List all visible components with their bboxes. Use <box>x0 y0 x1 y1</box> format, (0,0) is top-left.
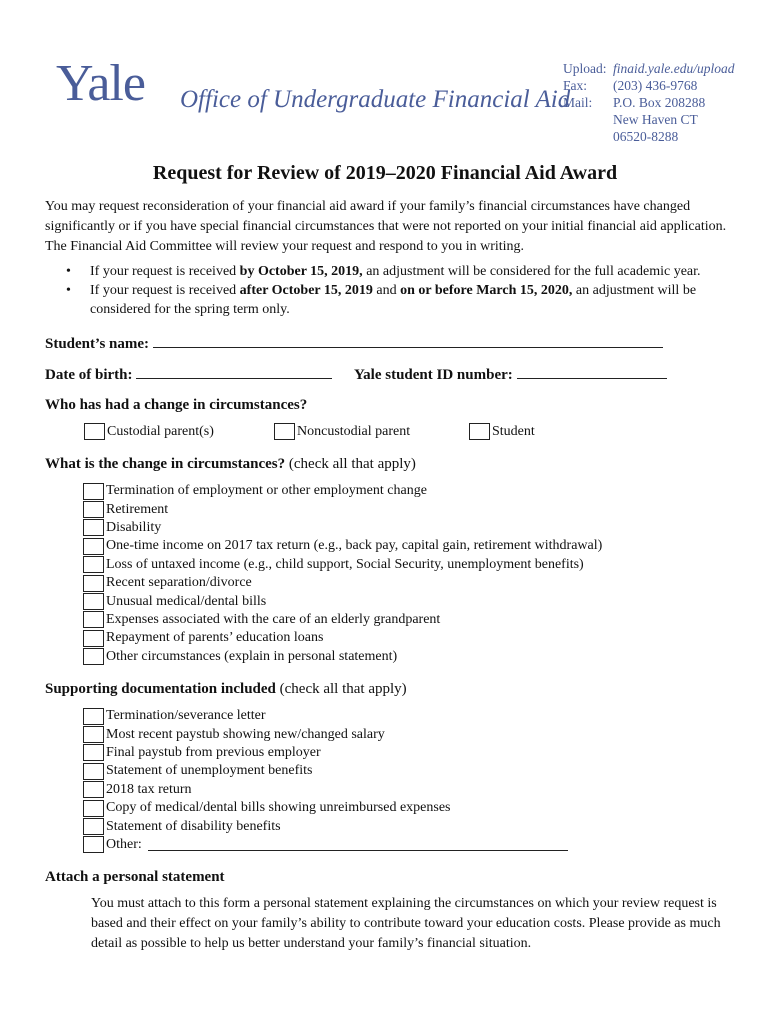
student-name-row <box>45 333 663 353</box>
change-option[interactable] <box>83 574 602 592</box>
attach-heading: Attach a personal statement <box>45 869 225 885</box>
checkbox-student[interactable] <box>469 423 535 440</box>
checkbox-label: Most recent paystub showing new/changed salary <box>106 726 385 742</box>
docs-note: (check all that apply) <box>275 681 407 697</box>
checkbox-label: Noncustodial parent <box>297 423 411 439</box>
checkbox[interactable] <box>83 708 104 725</box>
checkbox[interactable] <box>469 423 490 440</box>
mail-zip: 06520-8288 <box>613 129 679 144</box>
student-id-field[interactable] <box>517 364 667 379</box>
attach-paragraph: You must attach to this form a personal statement explaining the circumstances on which your review request is based and their effect on your family’s ability to contribute toward your education costs. Please provide as much detail as possible to help us better understand your family’s financial situation. <box>91 896 721 951</box>
dob-label: Date of birth: <box>45 367 133 383</box>
doc-option[interactable] <box>83 836 568 854</box>
change-option[interactable] <box>83 648 602 666</box>
doc-option[interactable] <box>83 799 568 817</box>
bullet-text: If your request is received <box>90 264 240 279</box>
deadline-item <box>60 281 730 319</box>
checkbox[interactable] <box>83 611 104 628</box>
checkbox-custodial[interactable] <box>84 423 214 440</box>
intro-paragraph: You may request reconsideration of your financial aid award if your family’s financial circumstances have changed significantly or if you have special financial circumstances that were not reported on your initial financial aid application. The Financial Aid Committee will review your request and respond to you in writing. <box>45 199 727 254</box>
checkbox[interactable] <box>83 800 104 817</box>
contact-info <box>563 60 734 145</box>
change-option[interactable] <box>83 629 602 647</box>
bullet-bold: by October 15, 2019, <box>239 264 363 279</box>
checkbox[interactable] <box>83 744 104 761</box>
change-option[interactable] <box>83 537 602 555</box>
docs-heading <box>45 681 407 698</box>
bullet-icon: • <box>66 283 71 298</box>
change-option[interactable] <box>83 611 602 629</box>
checkbox-label: Statement of disability benefits <box>106 818 281 834</box>
office-name: Office of Undergraduate Financial Aid <box>180 86 571 113</box>
doc-option[interactable] <box>83 707 568 725</box>
checkbox[interactable] <box>83 836 104 853</box>
checkbox-label: Unusual medical/dental bills <box>106 593 267 609</box>
checkbox[interactable] <box>83 538 104 555</box>
contact-label: Fax: <box>563 78 588 93</box>
checkbox[interactable] <box>84 423 105 440</box>
student-id-label: Yale student ID number: <box>354 367 513 383</box>
student-name-label: Student’s name: <box>45 336 150 352</box>
who-changed-heading <box>45 397 307 414</box>
deadline-list <box>60 262 730 319</box>
checkbox[interactable] <box>83 726 104 743</box>
checkbox-label: Final paystub from previous employer <box>106 744 321 760</box>
checkbox-label: One-time income on 2017 tax return (e.g., back pay, capital gain, retirement withdrawal) <box>106 538 603 554</box>
contact-label <box>563 128 613 145</box>
change-heading <box>45 456 416 473</box>
bullet-text: an adjustment will be considered for the spring term only. <box>90 283 697 317</box>
change-option[interactable] <box>83 592 602 610</box>
checkbox-label: Disability <box>106 519 162 535</box>
who-changed-title: Who has had a change in circumstances? <box>45 397 308 413</box>
docs-checklist <box>83 707 568 854</box>
doc-option[interactable] <box>83 817 568 835</box>
mail-address: P.O. Box 208288 <box>613 95 706 110</box>
checkbox-label: Other: <box>106 836 142 852</box>
contact-label: Upload: <box>563 61 607 76</box>
dob-row <box>45 364 332 384</box>
checkbox-label: Custodial parent(s) <box>107 423 214 439</box>
contact-label: Mail: <box>563 95 593 110</box>
change-option[interactable] <box>83 482 602 500</box>
student-id-row <box>354 364 667 384</box>
checkbox-label: Other circumstances (explain in personal statement) <box>106 648 398 664</box>
bullet-icon: • <box>66 264 71 279</box>
checkbox-noncustodial[interactable] <box>274 423 410 440</box>
student-name-field[interactable] <box>153 333 663 348</box>
fax-number: (203) 436-9768 <box>613 78 698 93</box>
bullet-text: If your request is received <box>90 283 240 298</box>
yale-logo: Yale <box>56 55 145 112</box>
bullet-text: and <box>372 283 401 298</box>
dob-field[interactable] <box>136 364 332 379</box>
checkbox[interactable] <box>83 519 104 536</box>
change-note: (check all that apply) <box>285 456 416 472</box>
checkbox-label: Termination/severance letter <box>106 708 266 724</box>
checkbox-label: Student <box>492 423 535 439</box>
checkbox-label: Statement of unemployment benefits <box>106 763 313 779</box>
checkbox-label: Repayment of parents’ education loans <box>106 630 324 646</box>
checkbox[interactable] <box>83 483 104 500</box>
change-option[interactable] <box>83 519 602 537</box>
bullet-bold: on or before March 15, 2020, <box>400 283 573 298</box>
checkbox-label: Recent separation/divorce <box>106 575 252 591</box>
deadline-item <box>60 262 730 281</box>
checkbox[interactable] <box>83 556 104 573</box>
upload-url[interactable]: finaid.yale.edu/upload <box>613 61 735 76</box>
other-doc-field[interactable] <box>148 838 568 851</box>
form-title: Request for Review of 2019–2020 Financial Aid Award <box>152 162 618 184</box>
checkbox[interactable] <box>83 648 104 665</box>
checkbox-label: Termination of employment or other employment change <box>106 483 427 499</box>
doc-option[interactable] <box>83 725 568 743</box>
checkbox-label: Copy of medical/dental bills showing unreimbursed expenses <box>106 800 451 816</box>
checkbox-label: Retirement <box>106 501 169 517</box>
checkbox[interactable] <box>274 423 295 440</box>
checkbox[interactable] <box>83 575 104 592</box>
docs-title: Supporting documentation included <box>45 681 276 697</box>
checkbox-label: Loss of untaxed income (e.g., child support, Social Security, unemployment benefits) <box>106 556 584 572</box>
checkbox-label: 2018 tax return <box>106 781 192 797</box>
change-title: What is the change in circumstances? <box>45 456 286 472</box>
change-checklist <box>83 482 602 666</box>
checkbox[interactable] <box>83 781 104 798</box>
doc-option[interactable] <box>83 744 568 762</box>
bullet-text: an adjustment will be considered for the full academic year. <box>362 264 701 279</box>
checkbox[interactable] <box>83 818 104 835</box>
checkbox[interactable] <box>83 501 104 518</box>
contact-label <box>563 111 613 128</box>
checkbox-label: Expenses associated with the care of an elderly grandparent <box>106 611 441 627</box>
checkbox[interactable] <box>83 763 104 780</box>
bullet-bold: after October 15, 2019 <box>239 283 373 298</box>
mail-city: New Haven CT <box>613 112 698 127</box>
change-option[interactable] <box>83 556 602 574</box>
doc-option[interactable] <box>83 781 568 799</box>
change-option[interactable] <box>83 500 602 518</box>
checkbox[interactable] <box>83 593 104 610</box>
checkbox[interactable] <box>83 630 104 647</box>
doc-option[interactable] <box>83 762 568 780</box>
